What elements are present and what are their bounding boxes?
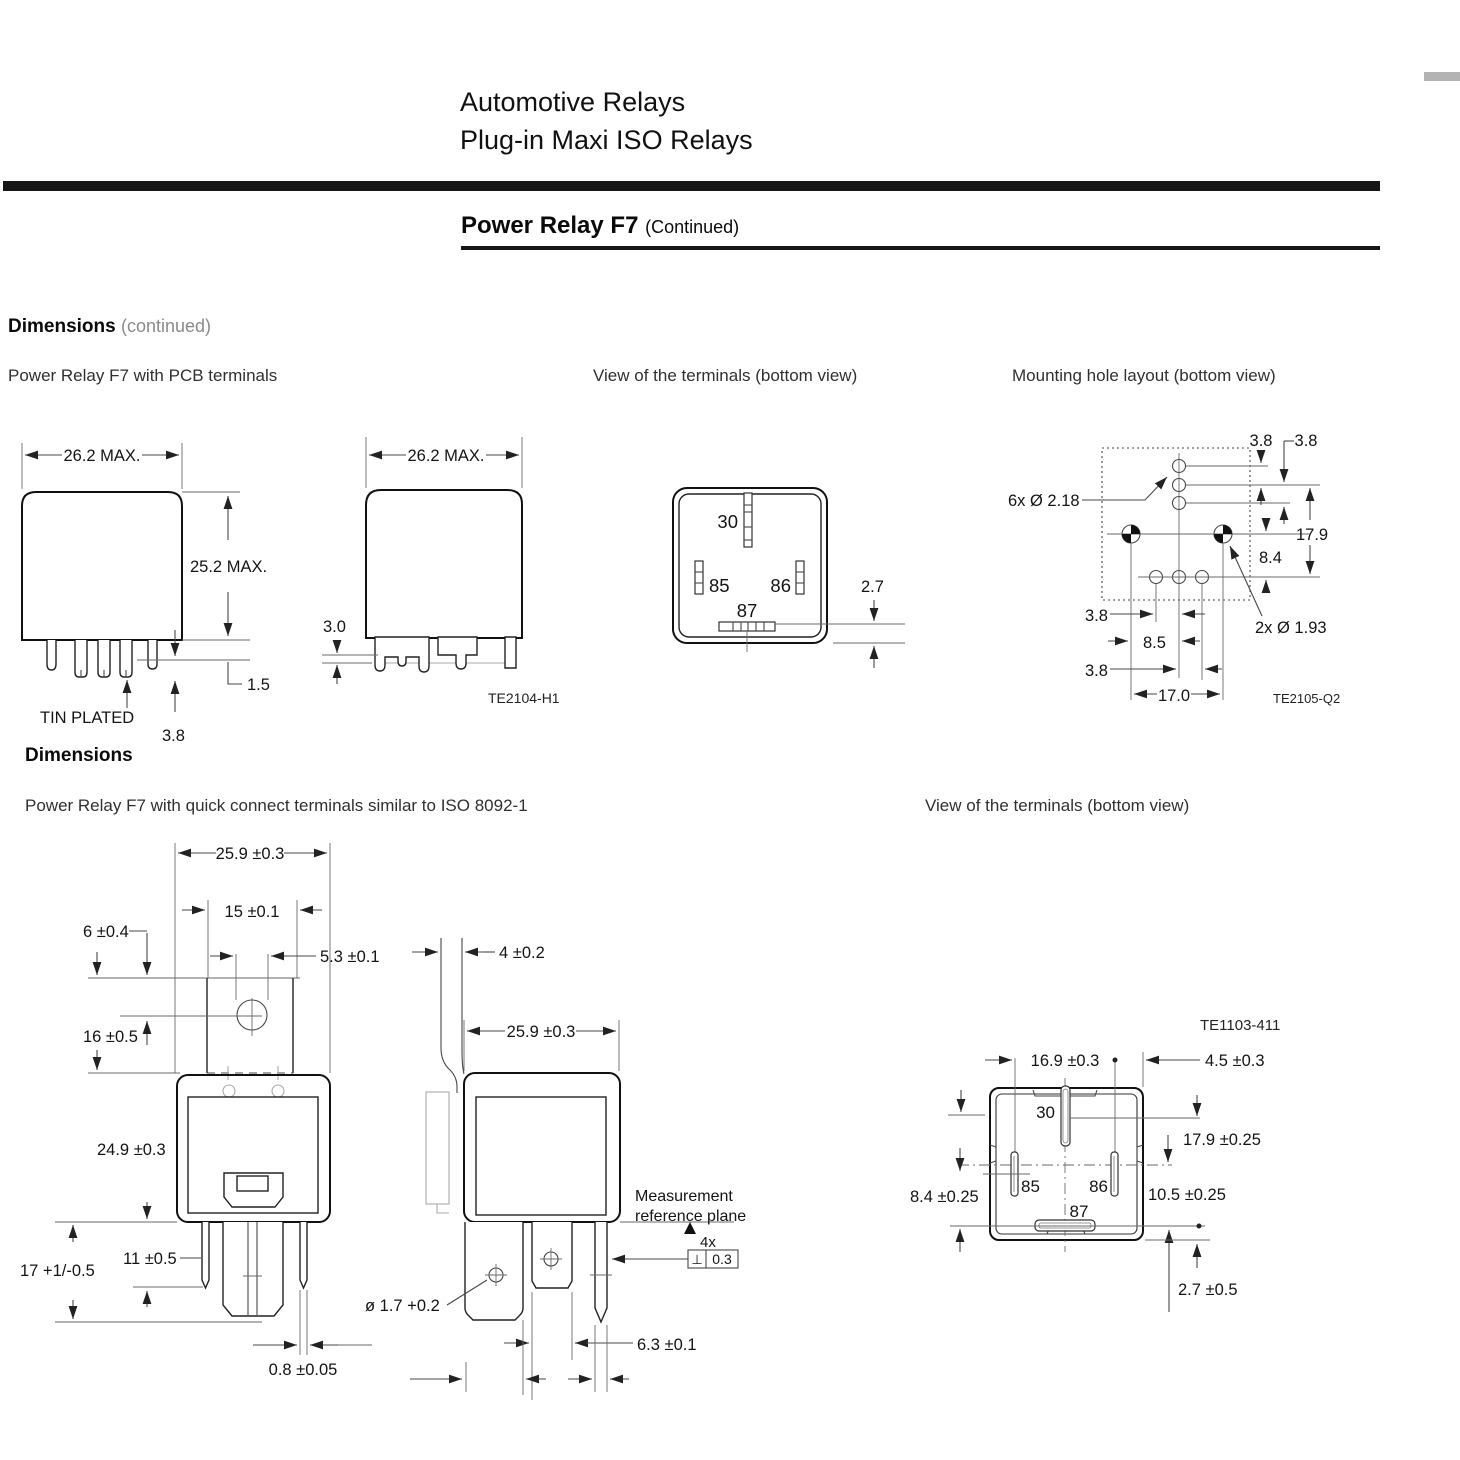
caption-pcb-front: Power Relay F7 with PCB terminals <box>8 366 278 385</box>
section-title-suffix: (Continued) <box>645 217 740 237</box>
dimensions-heading-1 <box>8 316 211 338</box>
caption-terminals-top: View of the terminals (bottom view) <box>593 366 858 385</box>
label-tin-plated: TIN PLATED <box>40 709 135 727</box>
page-corner-mark <box>1424 72 1460 81</box>
terminal-86-slot <box>796 561 804 594</box>
dim-qcf-16: 16 ±0.5 <box>83 1028 138 1046</box>
dim-2x-holes: 2x Ø 1.93 <box>1255 619 1327 637</box>
caption-terminals-bottom: View of the terminals (bottom view) <box>925 796 1190 815</box>
pcb-side-drawing <box>322 437 560 706</box>
dim-qcf-53: 5.3 ±0.1 <box>320 948 380 966</box>
datum-hole-right <box>1214 525 1232 543</box>
ref-plane-label-2: reference plane <box>635 1208 747 1225</box>
dim-qcf-15: 15 ±0.1 <box>224 903 280 921</box>
dim-pcb-pin-length: 3.8 <box>162 727 185 745</box>
caption-mounting: Mounting hole layout (bottom view) <box>1012 366 1276 385</box>
dim-qcf-08: 0.8 ±0.05 <box>268 1361 338 1379</box>
doc-number-te1103: TE1103-411 <box>1200 1017 1281 1034</box>
qc-relay-body-side <box>464 1073 620 1222</box>
datum-hole-left <box>1122 525 1140 543</box>
dim-pcb-width: 26.2 MAX. <box>63 447 141 465</box>
dim-bv-169: 16.9 ±0.3 <box>1030 1052 1100 1070</box>
terminal-87-label: 87 <box>736 600 758 621</box>
doc-number-te2105: TE2105-Q2 <box>1273 691 1341 706</box>
dim-pcb-side-standoff: 3.0 <box>323 618 346 636</box>
doc-number-te2104: TE2104-H1 <box>488 690 560 706</box>
dim-qcf-259: 25.9 ±0.3 <box>215 845 285 863</box>
dim-qcs-63: 6.3 ±0.1 <box>637 1336 697 1354</box>
qc-side-drawing <box>365 938 746 1400</box>
dim-qcf-6: 6 ±0.4 <box>83 923 129 941</box>
section-title-rule <box>461 246 1380 250</box>
dim-qcs-dia: ø 1.7 +0.2 <box>365 1297 440 1315</box>
dimensions-heading-1-suffix: (continued) <box>120 316 212 336</box>
dim-qcf-17: 17 +1/-0.5 <box>20 1262 95 1280</box>
dim-38-row1: 3.8 <box>1085 607 1108 625</box>
dim-84: 8.4 <box>1259 549 1282 567</box>
terminal-30-label: 30 <box>717 511 738 532</box>
section-title-text: Power Relay F7 <box>461 212 639 239</box>
dim-85: 8.5 <box>1143 634 1166 652</box>
technical-drawings <box>0 400 1460 1460</box>
terminal-30-slot-qc <box>1061 1086 1070 1146</box>
terminal-86-slot-qc <box>1111 1152 1118 1196</box>
terminal-85-label: 85 <box>709 575 730 596</box>
gdt-value: 0.3 <box>712 1251 732 1267</box>
dimensions-heading-1-text: Dimensions <box>8 316 116 337</box>
dim-6x-holes: 6x Ø 2.18 <box>1008 492 1080 510</box>
dim-qcs-259: 25.9 ±0.3 <box>506 1023 576 1041</box>
dim-qcf-249: 24.9 ±0.3 <box>97 1141 166 1159</box>
relay-body-side <box>366 490 522 638</box>
feature-control-frame <box>688 1250 738 1268</box>
terminals-top-view-drawing <box>673 488 905 668</box>
caption-quick-connect: Power Relay F7 with quick connect terminals similar to ISO 8092-1 <box>25 796 528 815</box>
terminal-30-label-qc: 30 <box>1036 1103 1055 1122</box>
dim-bv-27: 2.7 ±0.5 <box>1178 1281 1238 1299</box>
dim-38-top2: 3.8 <box>1294 432 1318 450</box>
terminal-86-label-qc: 86 <box>1089 1177 1108 1196</box>
qc-front-drawing <box>20 843 380 1379</box>
section-title <box>461 212 739 240</box>
terminal-30-slot <box>744 493 752 547</box>
header-line2: Plug-in Maxi ISO Relays <box>460 125 753 155</box>
dim-38-top1: 3.8 <box>1249 432 1273 450</box>
gdt-qty-label: 4x <box>700 1234 716 1251</box>
terminal-85-label-qc: 85 <box>1021 1177 1040 1196</box>
header-line1: Automotive Relays <box>460 87 686 117</box>
dim-38-row2: 3.8 <box>1085 662 1108 680</box>
mounting-hole-layout-drawing <box>1008 432 1340 706</box>
terminal-87-label-qc: 87 <box>1069 1202 1089 1221</box>
dim-terminal-offset: 2.7 <box>861 578 884 596</box>
terminal-87-slot-qc <box>1035 1220 1095 1231</box>
pcb-front-drawing <box>22 443 270 745</box>
connector-detail <box>224 1173 283 1207</box>
dim-bv-84: 8.4 ±0.25 <box>910 1188 979 1206</box>
terminal-85-slot <box>695 561 703 594</box>
dim-pcb-standoff: 1.5 <box>247 676 270 694</box>
terminal-87-slot <box>719 622 775 631</box>
dim-pcb-height: 25.2 MAX. <box>190 558 268 576</box>
gdt-symbol: ⊥ <box>691 1252 703 1267</box>
dim-bv-105: 10.5 ±0.25 <box>1148 1186 1226 1204</box>
dim-170: 17.0 <box>1157 687 1191 705</box>
page-header <box>460 83 753 159</box>
dim-pcb-side-width: 26.2 MAX. <box>407 447 485 465</box>
dimensions-heading-2: Dimensions <box>25 745 133 766</box>
terminal-86-label: 86 <box>770 575 791 596</box>
dim-qcf-11: 11 ±0.5 <box>123 1250 177 1268</box>
dim-bv-179: 17.9 ±0.25 <box>1183 1131 1261 1149</box>
terminals-bottom-view-drawing <box>910 1017 1280 1312</box>
dim-179: 17.9 <box>1296 526 1329 544</box>
header-rule <box>3 181 1380 191</box>
ref-plane-label-1: Measurement <box>635 1188 733 1205</box>
bracket-plate-hidden <box>426 1092 449 1204</box>
dim-qcs-4: 4 ±0.2 <box>499 944 545 962</box>
relay-body-front <box>22 492 182 640</box>
dim-bv-45: 4.5 ±0.3 <box>1205 1052 1265 1070</box>
